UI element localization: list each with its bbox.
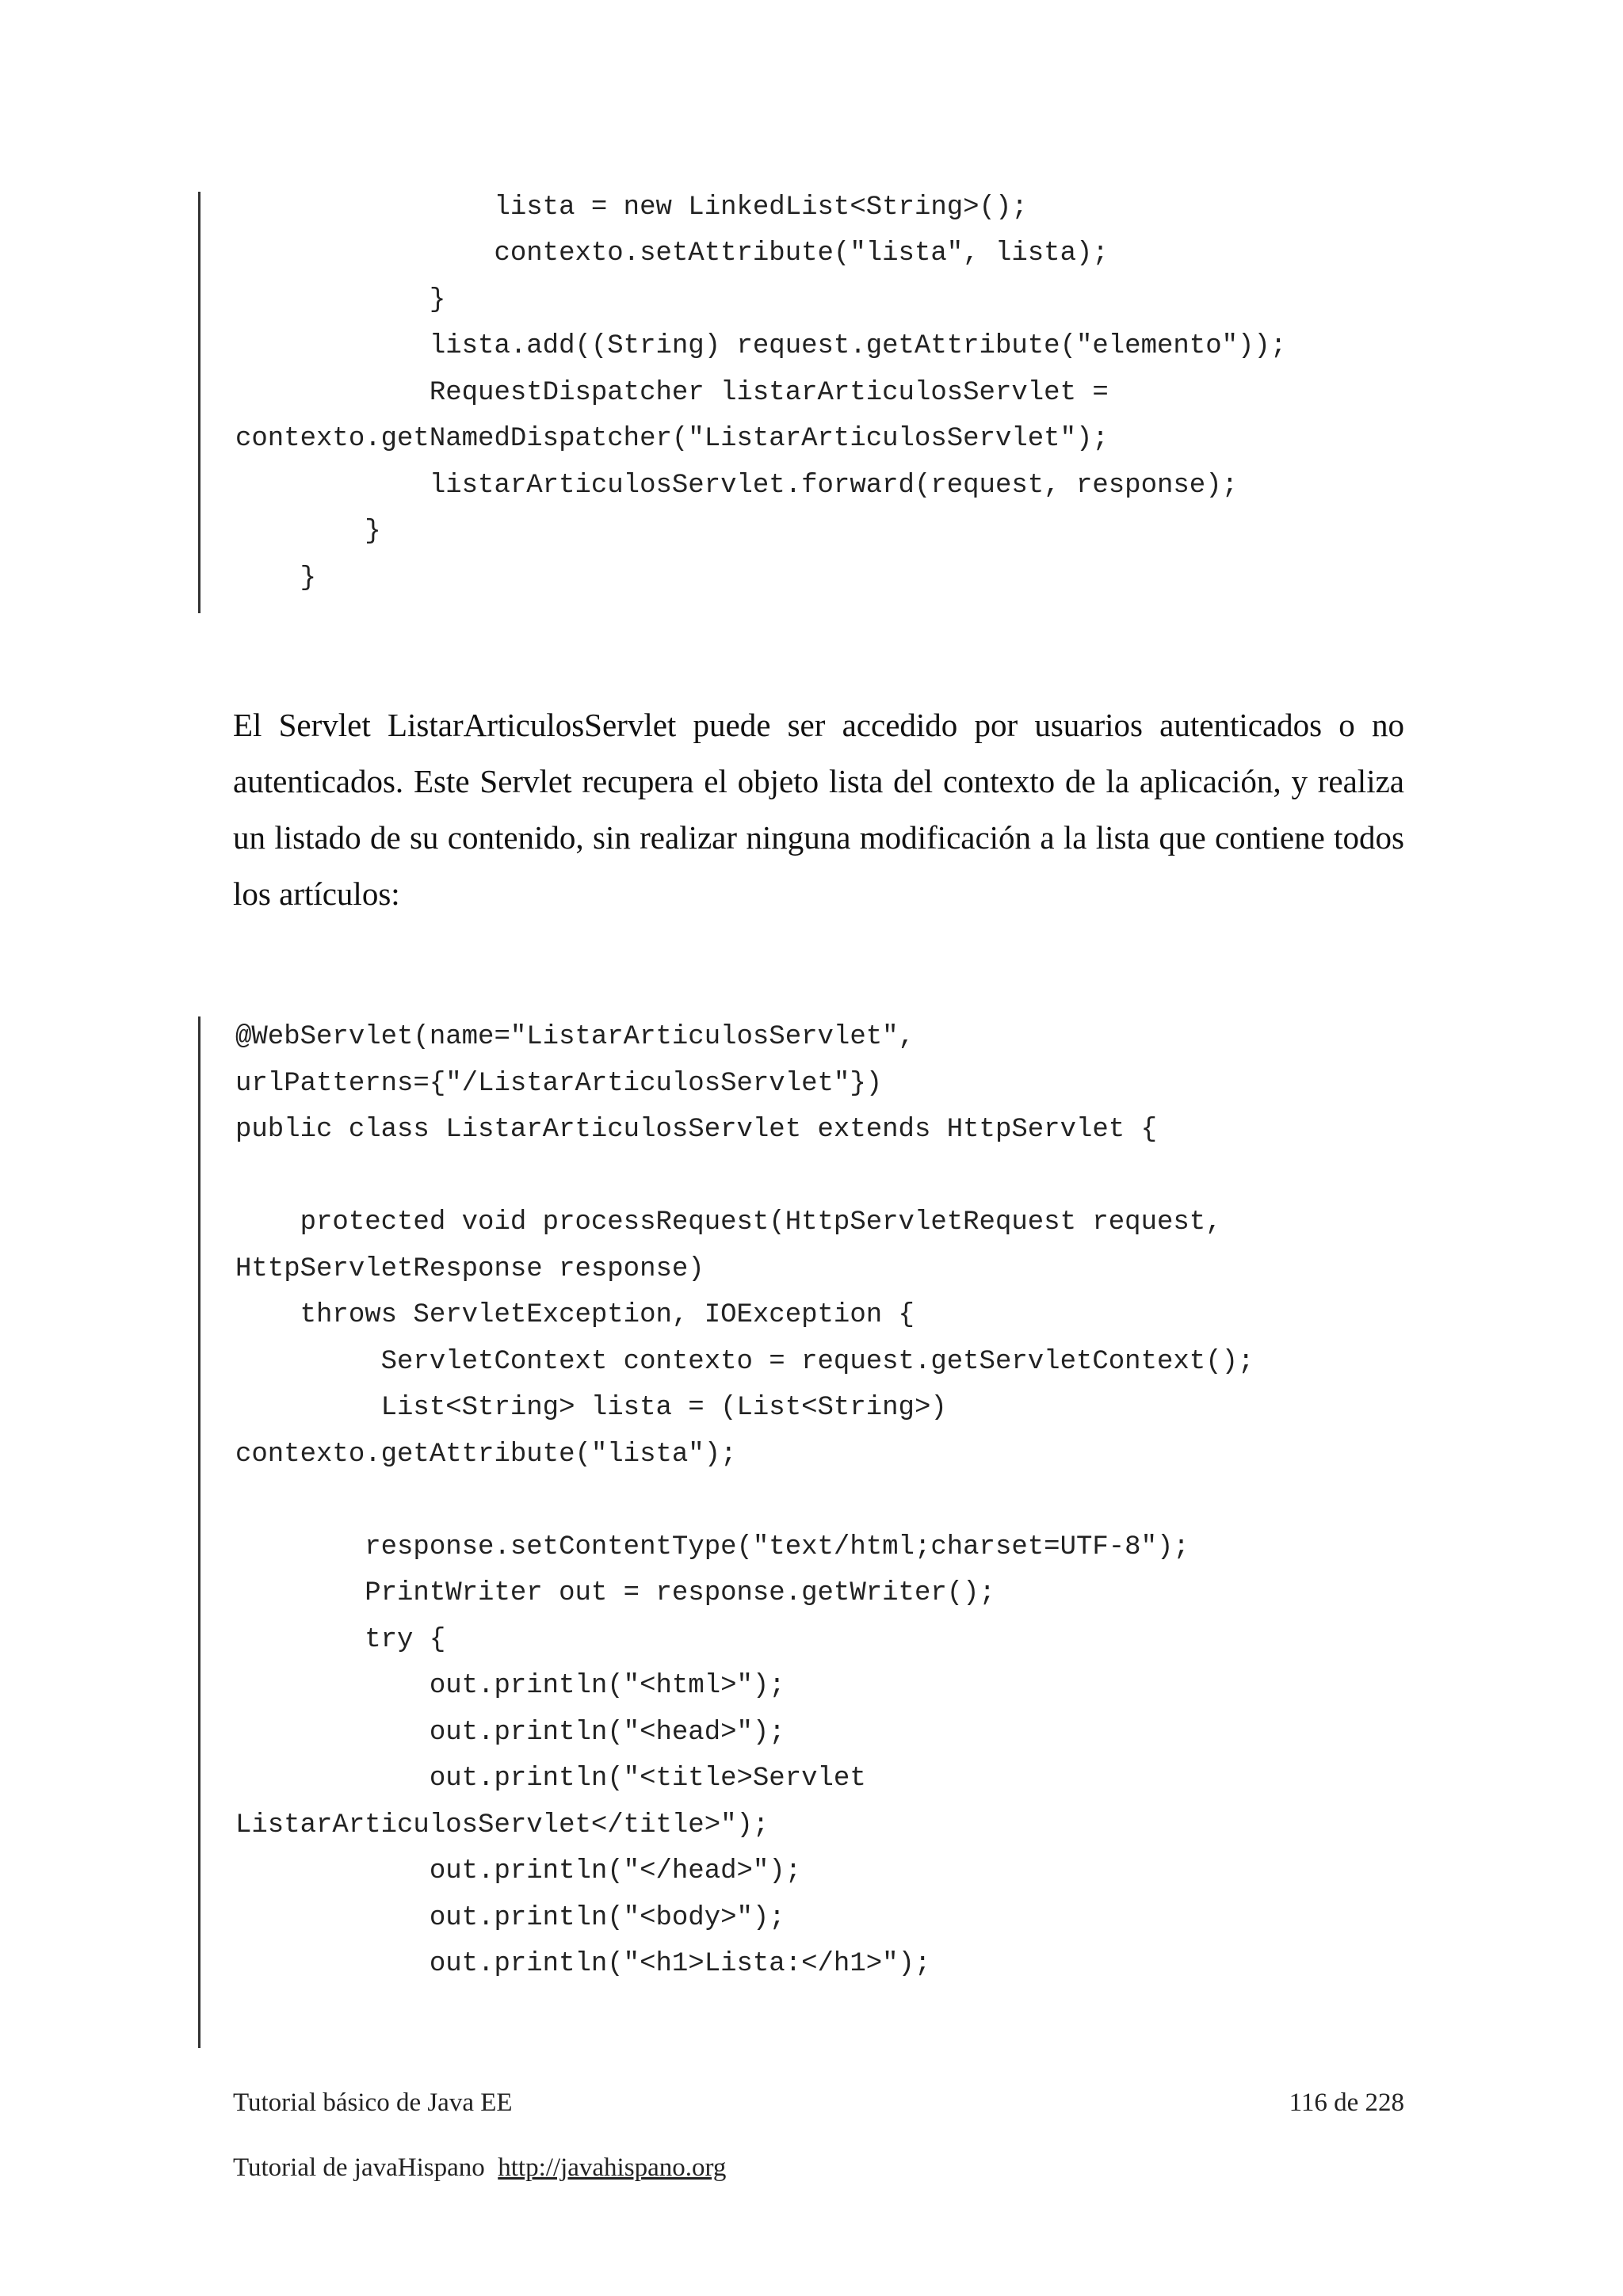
code-block-2 [198, 1016, 1254, 2048]
code-line: protected void processRequest(HttpServletRequest request, [235, 1207, 1222, 1238]
code-line: contexto.getNamedDispatcher("ListarArticulosServlet"); [235, 424, 1109, 454]
javahispano-link[interactable]: http://javahispano.org [498, 2153, 727, 2182]
code-line: public class ListarArticulosServlet extends HttpServlet { [235, 1115, 1157, 1145]
code-line: @WebServlet(name="ListarArticulosServlet", [235, 1022, 915, 1052]
code-line: RequestDispatcher listarArticulosServlet = [235, 378, 1109, 408]
code-line: out.println("<title>Servlet [235, 1764, 866, 1794]
code-line: listarArticulosServlet.forward(request, response); [235, 471, 1239, 501]
footer-credit-text: Tutorial de javaHispano [233, 2153, 485, 2182]
code-line: contexto.setAttribute("lista", lista); [235, 238, 1109, 269]
code-line: urlPatterns={"/ListarArticulosServlet"}) [235, 1069, 883, 1099]
footer-title: Tutorial básico de Java EE [233, 2088, 513, 2117]
footer-credit [233, 2152, 726, 2183]
code-line: out.println("<h1>Lista:</h1>"); [235, 1949, 931, 1979]
code-line: lista = new LinkedList<String>(); [235, 193, 1028, 223]
code-line: lista.add((String) request.getAttribute("elemento")); [235, 331, 1287, 361]
code-line: out.println("<html>"); [235, 1671, 785, 1701]
page-number: 116 de 228 [1289, 2088, 1404, 2117]
code-line: out.println("<head>"); [235, 1718, 785, 1748]
code-line: PrintWriter out = response.getWriter(); [235, 1578, 995, 1608]
code-line: } [235, 517, 381, 547]
code-line: } [235, 563, 317, 593]
body-paragraph: El Servlet ListarArticulosServlet puede ser accedido por usuarios autenticados o no autenticados. Este Servlet recupera el objeto lista del contexto de la aplicación, y realiza un listado de su contenido, sin realizar ninguna modificación a la lista que contiene todos los artículos: [233, 707, 1404, 912]
code-line: out.println("</head>"); [235, 1856, 802, 1886]
code-line: HttpServletResponse response) [235, 1254, 705, 1284]
code-line: } [235, 285, 446, 315]
code-line: contexto.getAttribute("lista"); [235, 1440, 737, 1470]
code-line: ServletContext contexto = request.getServletContext(); [235, 1347, 1254, 1377]
code-line: List<String> lista = (List<String>) [235, 1393, 947, 1423]
code-line: throws ServletException, IOException { [235, 1300, 915, 1330]
code-line: response.setContentType("text/html;charset=UTF-8"); [235, 1532, 1190, 1562]
code-line: ListarArticulosServlet</title>"); [235, 1810, 769, 1840]
code-line: out.println("<body>"); [235, 1903, 785, 1933]
code-block-1 [198, 192, 1287, 613]
code-line: try { [235, 1625, 446, 1655]
